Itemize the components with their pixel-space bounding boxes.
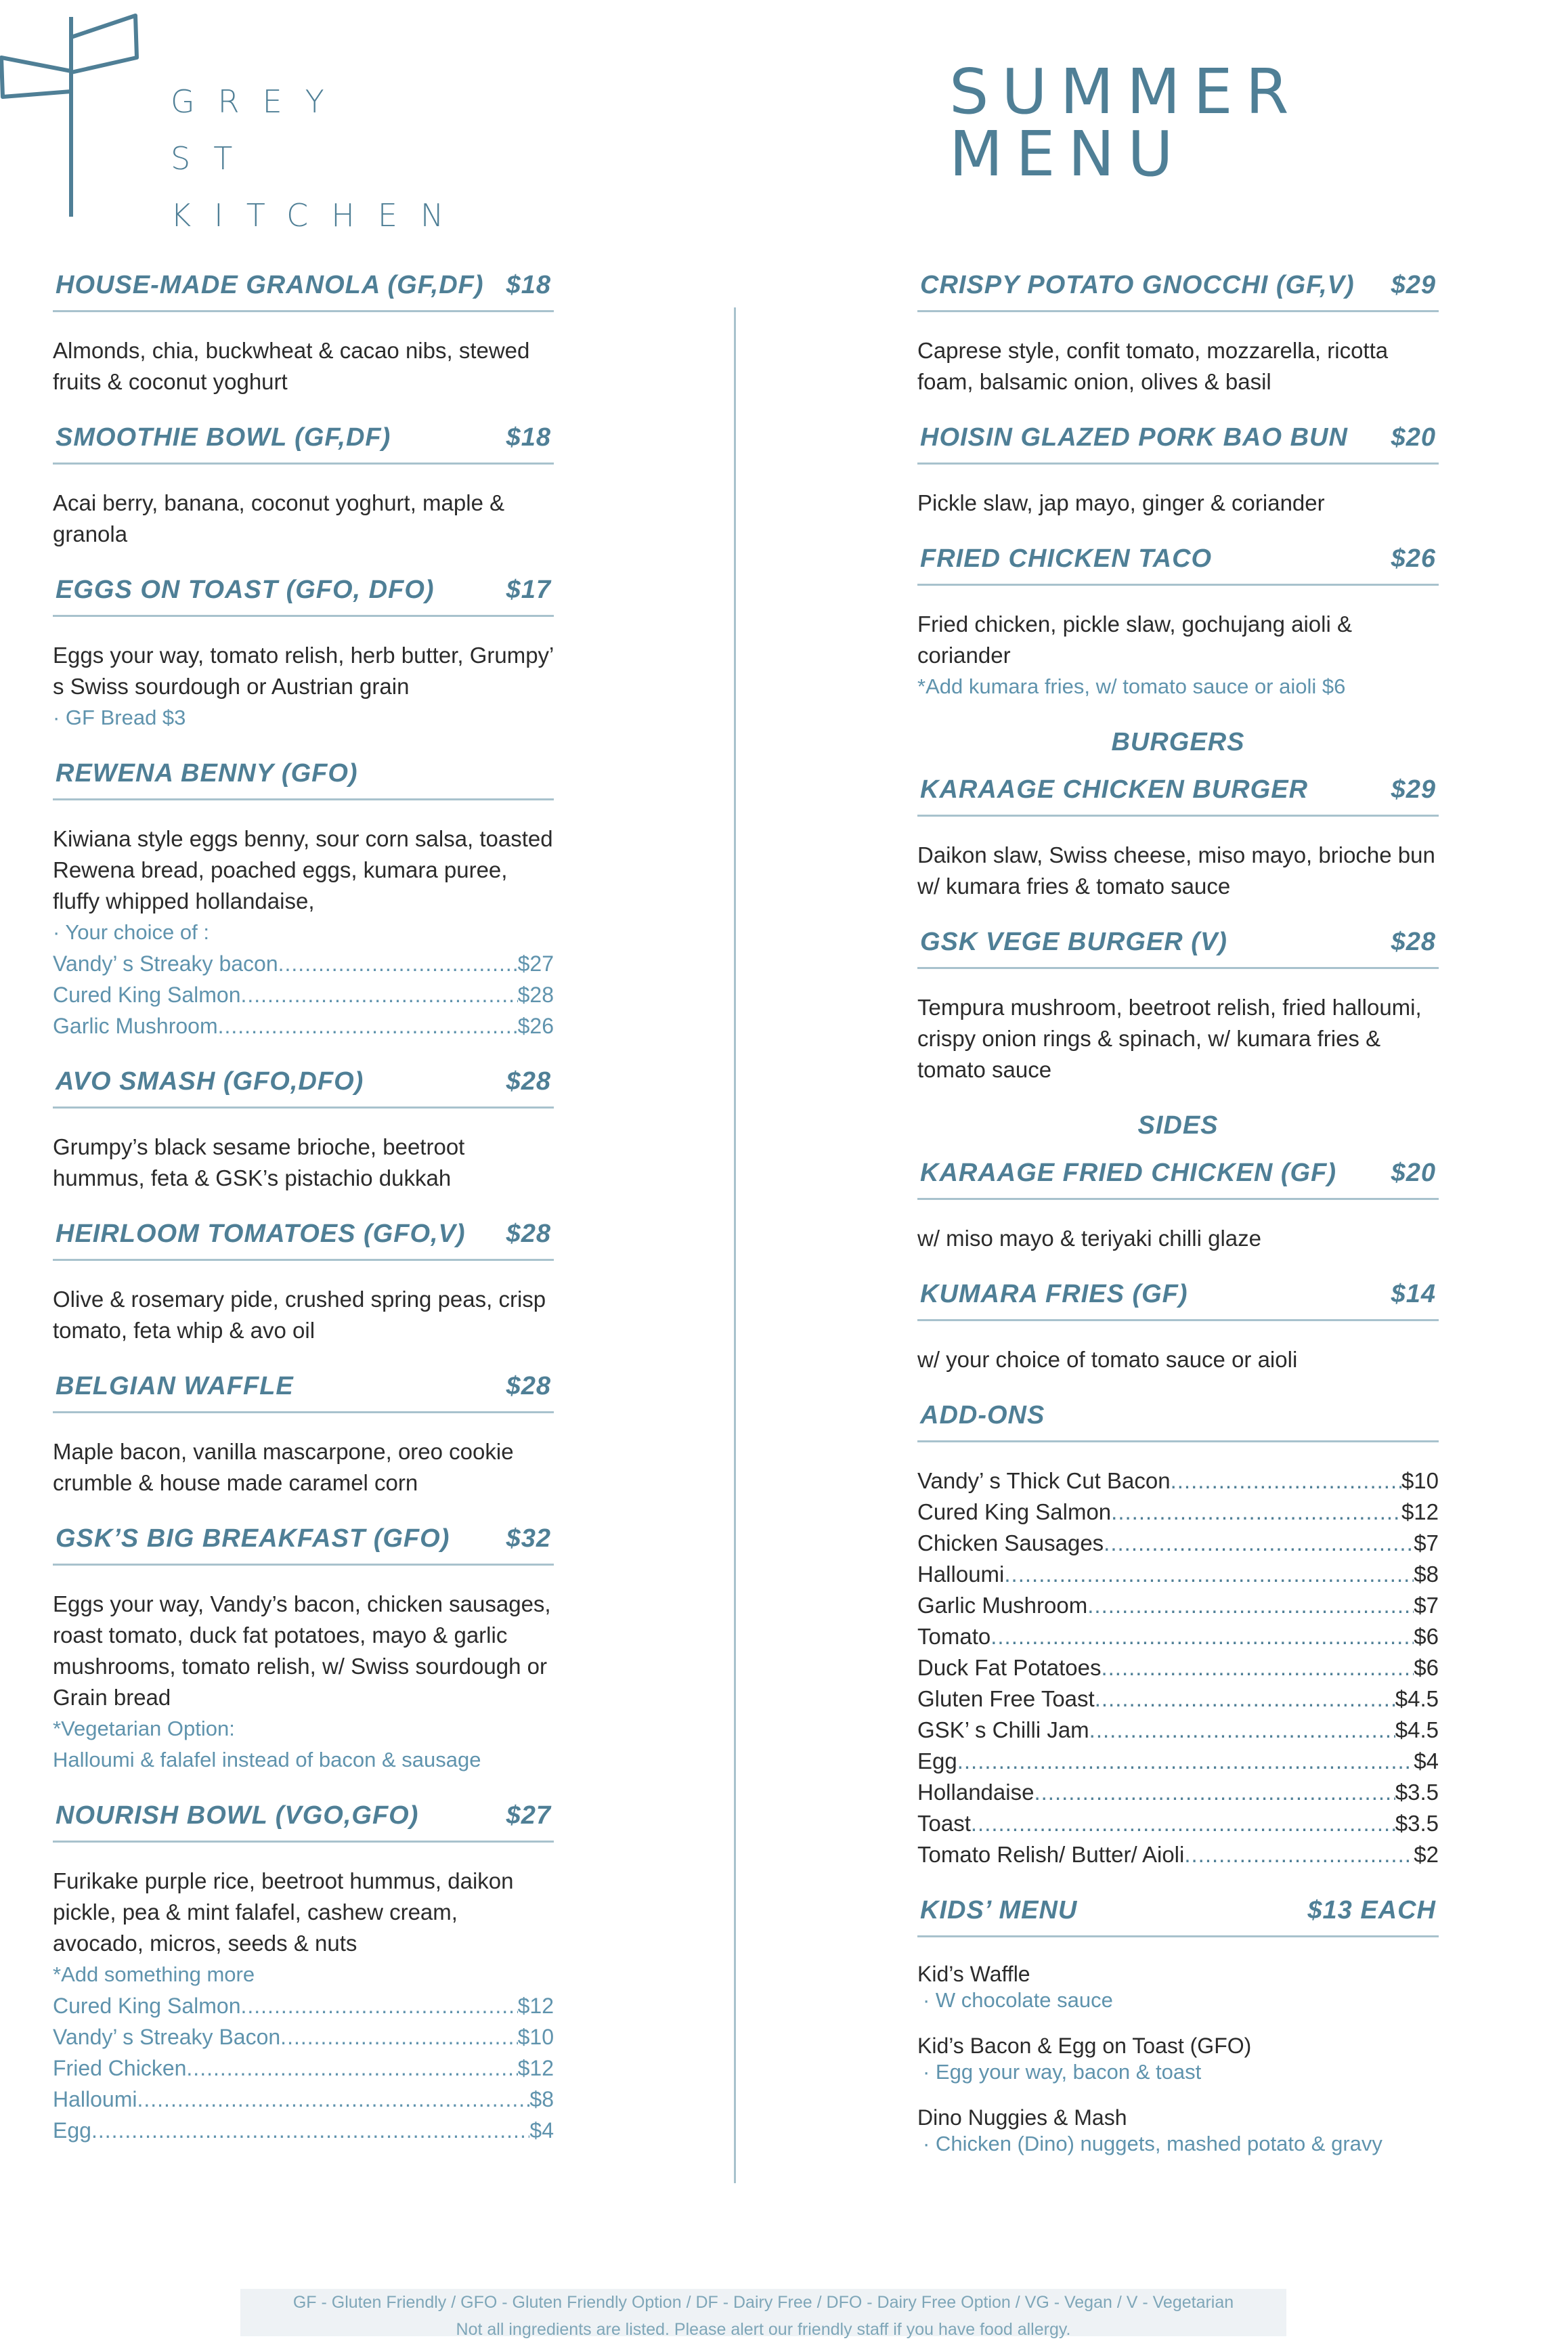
dish-heading [53,270,554,312]
dish-description: Eggs your way, Vandy’s bacon, chicken sausages, roast tomato, duck fat potatoes, mayo & garlic mushrooms, tomato relish, w/ Swiss sourdough or Grain bread [53,1591,551,1710]
section-heading-burgers [917,727,1439,758]
menu-item [917,1278,1439,1375]
dish-price: $28 [506,1067,551,1096]
dish-heading [53,1371,554,1413]
option-price: $6 [1414,1655,1439,1680]
option-price: $4 [529,2118,554,2143]
option-name: Vandy’ s Streaky bacon [53,951,278,976]
dish-price: $29 [1391,271,1436,299]
menu-item [53,270,554,397]
option-price: $26 [517,1014,554,1038]
option-name: Cured King Salmon [917,1499,1112,1524]
dish-name: REWENA BENNY (GFO) [56,759,358,788]
dish-name: HOISIN GLAZED PORK BAO BUN [920,423,1348,452]
option-name: Garlic Mushroom [53,1014,218,1038]
dish-description: w/ miso mayo & teriyaki chilli glaze [917,1226,1261,1251]
option-name: Duck Fat Potatoes [917,1655,1102,1680]
menu-item [917,1157,1439,1254]
dish-heading [53,1523,554,1566]
option-price: $7 [1414,1530,1439,1555]
dish-description: Caprese style, confit tomato, mozzarella, ricotta foam, balsamic onion, olives & basil [917,338,1389,394]
option-name: Chicken Sausages [917,1530,1104,1555]
dish-name: HOUSE-MADE GRANOLA (GF,DF) [56,271,484,299]
option-name: Vandy’ s Streaky Bacon [53,2025,281,2049]
dish-description: Kiwiana style eggs benny, sour corn salsa, toasted Rewena bread, poached eggs, kumara puree, fluffy whipped hollandaise, [53,826,553,913]
menu-item [917,422,1439,519]
signpost-logo-icon [0,10,142,220]
column-divider [734,307,736,2183]
option-row [53,1990,554,2021]
dish-heading [53,1066,554,1109]
leader-dots [1104,1528,1414,1559]
dish-description: w/ your choice of tomato sauce or aioli [917,1347,1298,1372]
addon-row [917,1497,1439,1528]
dish-heading [53,574,554,617]
dish-name: AVO SMASH (GFO,DFO) [56,1067,364,1096]
option-name: Halloumi [917,1562,1005,1587]
leader-dots [91,2115,529,2146]
brand-line-3: KITCHEN [171,197,467,234]
dish-heading [917,543,1439,586]
dish-heading [53,422,554,465]
addon-row [917,1777,1439,1808]
leader-dots [1101,1652,1414,1683]
option-name: Cured King Salmon [53,1994,241,2018]
option-name: Egg [53,2118,91,2143]
footer-legend-line: GF - Gluten Friendly / GFO - Gluten Friendly Option / DF - Dairy Free / DFO - Dairy Free Option / VG - Vegan / V - Vegetarian [292,2293,1234,2312]
dish-price: $27 [506,1801,551,1830]
dish-description: Daikon slaw, Swiss cheese, miso mayo, brioche bun w/ kumara fries & tomato sauce [917,842,1435,899]
menu-title: SUMMER MENU [949,56,1302,190]
menu-item [53,574,554,733]
section-heading-addons [917,1400,1439,1442]
section-heading-kids [917,1895,1439,1937]
menu-item [917,926,1439,1085]
addon-row [917,1715,1439,1746]
option-name: Toast [917,1811,971,1836]
leader-dots [278,948,518,979]
dish-note: *Vegetarian Option: [53,1717,235,1740]
dish-price: $32 [506,1524,551,1553]
brand-wordmark [171,73,466,244]
dish-name: CRISPY POTATO GNOCCHI (GF,V) [920,271,1355,299]
dish-description: Olive & rosemary pide, crushed spring peas, crisp tomato, feta whip & avo oil [53,1287,546,1343]
dish-heading [53,1800,554,1843]
leader-dots [218,1010,518,1041]
dish-heading [917,1157,1439,1200]
section-title: ADD-ONS [920,1401,1045,1430]
option-price: $10 [517,2025,554,2049]
brand-line-2: ST [171,140,256,177]
addon-row [917,1839,1439,1870]
dish-heading [917,270,1439,312]
dish-name: SMOOTHIE BOWL (GF,DF) [56,423,391,452]
dish-description: Furikake purple rice, beetroot hummus, daikon pickle, pea & mint falafel, cashew cream, avocado, micros, seeds & nuts [53,1868,514,1956]
leader-dots [137,2084,529,2115]
option-price: $12 [517,2056,554,2080]
section-heading-sides [917,1110,1439,1141]
addons-list [917,1465,1439,1870]
option-price: $4.5 [1395,1717,1439,1742]
dish-note: *Add something more [53,1962,255,1986]
option-name: Tomato [917,1624,991,1649]
leader-dots [1184,1839,1414,1870]
dish-heading [917,774,1439,817]
dish-price: $29 [1391,775,1436,804]
option-row [53,979,554,1010]
leader-dots [990,1621,1414,1652]
option-name: Halloumi [53,2087,137,2111]
dish-description: Acai berry, banana, coconut yoghurt, maple & granola [53,490,505,546]
addon-row [917,1528,1439,1559]
option-price: $2 [1414,1842,1439,1867]
option-price: $8 [529,2087,554,2111]
kids-item-name: Kid’s Bacon & Egg on Toast (GFO) [917,2034,1252,2058]
menu-item [53,1371,554,1499]
option-price: $7 [1414,1593,1439,1618]
menu-item [917,774,1439,902]
dish-name: KUMARA FRIES (GF) [920,1280,1188,1308]
leader-dots [186,2052,517,2084]
menu-item [917,543,1439,702]
kids-item-name: Dino Nuggies & Mash [917,2105,1127,2130]
option-price: $3.5 [1395,1811,1439,1836]
option-name: Egg [917,1748,957,1774]
option-price: $4 [1414,1748,1439,1774]
dish-name: BELGIAN WAFFLE [56,1372,294,1400]
option-name: Hollandaise [917,1780,1035,1805]
kids-item [917,1960,1439,2013]
dish-price: $28 [506,1220,551,1248]
leader-dots [1171,1465,1401,1497]
addon-row [917,1652,1439,1683]
menu-item [53,758,554,1041]
dish-name: HEIRLOOM TOMATOES (GFO,V) [56,1220,466,1248]
option-price: $10 [1401,1468,1439,1493]
option-price: $3.5 [1395,1780,1439,1805]
left-column [53,270,554,2170]
dish-price: $17 [506,576,551,604]
option-name: Gluten Free Toast [917,1686,1095,1711]
dish-heading [917,926,1439,969]
addon-row [917,1559,1439,1590]
option-price: $6 [1414,1624,1439,1649]
dish-name: KARAAGE FRIED CHICKEN (GF) [920,1159,1336,1187]
dish-description: Eggs your way, tomato relish, herb butter, Grumpy’ s Swiss sourdough or Austrian grain [53,643,554,699]
dish-name: KARAAGE CHICKEN BURGER [920,775,1309,804]
dish-note: Halloumi & falafel instead of bacon & sausage [53,1748,481,1771]
option-price: $8 [1414,1562,1439,1587]
leader-dots [1089,1715,1395,1746]
kids-item [917,2032,1439,2085]
dish-price: $28 [506,1372,551,1400]
option-name: Vandy’ s Thick Cut Bacon [917,1468,1171,1493]
addon-row [917,1465,1439,1497]
option-name: Tomato Relish/ Butter/ Aioli [917,1842,1185,1867]
kids-item-description: · Chicken (Dino) nuggets, mashed potato & gravy [923,2132,1382,2155]
dish-name: GSK VEGE BURGER (V) [920,928,1227,956]
leader-dots [280,2021,517,2052]
section-title: BURGERS [1111,728,1245,756]
dish-description: Maple bacon, vanilla mascarpone, oreo cookie crumble & house made caramel corn [53,1439,514,1495]
option-row [53,2115,554,2146]
option-row [53,2084,554,2115]
addon-row [917,1621,1439,1652]
addon-row [917,1808,1439,1839]
menu-item [53,1218,554,1346]
leader-dots [957,1746,1414,1777]
dish-name: GSK’S BIG BREAKFAST (GFO) [56,1524,450,1553]
menu-item [53,1066,554,1194]
option-name: GSK’ s Chilli Jam [917,1717,1089,1742]
leader-dots [971,1808,1395,1839]
dish-heading [53,758,554,800]
leader-dots [1034,1777,1395,1808]
leader-dots [240,979,517,1010]
option-price: $28 [517,983,554,1007]
dish-name: FRIED CHICKEN TACO [920,544,1213,573]
menu-item [53,422,554,550]
dish-note: · GF Bread $3 [53,706,186,729]
dish-heading [917,422,1439,465]
menu-item [917,270,1439,397]
footer-allergy-line: Not all ingredients are listed. Please alert our friendly staff if you have food allergy. [456,2320,1071,2339]
section-title: KIDS’ MENU [920,1896,1078,1925]
leader-dots [1004,1559,1414,1590]
dish-name: EGGS ON TOAST (GFO, DFO) [56,576,435,604]
addon-row [917,1590,1439,1621]
section-price: $13 EACH [1307,1896,1436,1925]
option-row [53,2052,554,2084]
menu-item [53,1523,554,1776]
option-price: $12 [517,1994,554,2018]
kids-item [917,2104,1439,2157]
dish-price: $26 [1391,544,1436,573]
dish-note: *Add kumara fries, w/ tomato sauce or aioli $6 [917,674,1346,698]
dish-price: $14 [1391,1280,1436,1308]
addon-row [917,1683,1439,1715]
dish-price: $18 [506,423,551,452]
kids-item-description: · Egg your way, bacon & toast [923,2060,1202,2084]
dish-price: $20 [1391,1159,1436,1187]
option-row [53,948,554,979]
option-row [53,2021,554,2052]
option-row [53,1010,554,1041]
option-name: Cured King Salmon [53,983,241,1007]
menu-item [53,1800,554,2146]
dish-heading [917,1278,1439,1321]
option-name: Garlic Mushroom [917,1593,1088,1618]
option-price: $27 [517,951,554,976]
leader-dots [1111,1497,1401,1528]
right-column [917,270,1439,2176]
option-price: $12 [1401,1499,1439,1524]
dish-description: Pickle slaw, jap mayo, ginger & coriander [917,490,1325,515]
dish-price: $20 [1391,423,1436,452]
leader-dots [240,1990,517,2021]
dish-price: $28 [1391,928,1436,956]
kids-item-name: Kid’s Waffle [917,1962,1030,1986]
dish-heading [53,1218,554,1261]
footer-legend [240,2289,1286,2339]
dish-note: · Your choice of : [53,920,209,944]
leader-dots [1087,1590,1414,1621]
dish-price: $18 [506,271,551,299]
dish-name: NOURISH BOWL (VGO,GFO) [56,1801,419,1830]
brand-line-1: GREY [171,83,347,120]
dish-description: Fried chicken, pickle slaw, gochujang aioli & coriander [917,611,1353,668]
leader-dots [1095,1683,1395,1715]
addon-row [917,1746,1439,1777]
dish-description: Grumpy’s black sesame brioche, beetroot hummus, feta & GSK’s pistachio dukkah [53,1134,465,1190]
dish-description: Almonds, chia, buckwheat & cacao nibs, stewed fruits & coconut yoghurt [53,338,530,394]
kids-item-description: · W chocolate sauce [923,1988,1113,2012]
section-title: SIDES [1137,1111,1219,1140]
option-price: $4.5 [1395,1686,1439,1711]
dish-description: Tempura mushroom, beetroot relish, fried halloumi, crispy onion rings & spinach, w/ kumara fries & tomato sauce [917,995,1422,1082]
option-name: Fried Chicken [53,2056,187,2080]
